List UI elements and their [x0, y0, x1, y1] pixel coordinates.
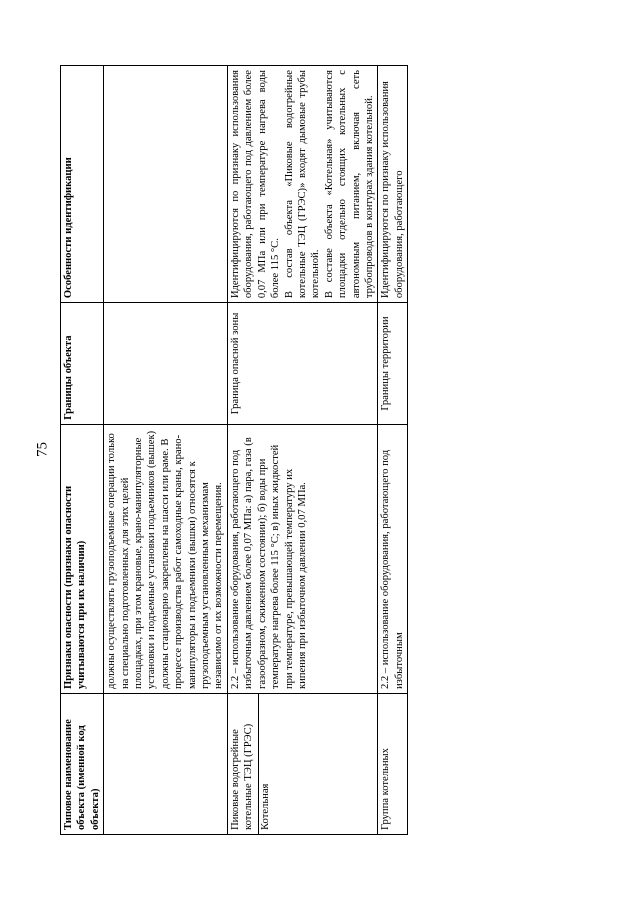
- row1-identification-features: [104, 66, 228, 303]
- row3-hazard-signs: 2.2 – использование оборудования, работающего под избыточным: [378, 424, 408, 693]
- row2-object-name-peak-boilers: Пиковые водогрейные котельные ТЭЦ (ГРЭС): [229, 723, 255, 830]
- table-row: [104, 66, 228, 835]
- page-number: 75: [34, 442, 51, 457]
- table-header-row: [61, 66, 104, 835]
- row2-object-name-cell: [227, 694, 377, 835]
- header-hazard-signs: Признаки опасности (признаки опасности учитываются при их наличии): [61, 424, 104, 693]
- row2-identification-features: [227, 66, 377, 303]
- row3-object-bounds: Границы территории: [378, 303, 408, 425]
- row2-feature-paragraph-2: В состав объекта «Пиковые водогрейные котельные ТЭЦ (ГРЭС)» входят дымовые трубы котельной.: [283, 70, 322, 299]
- identification-table: [60, 65, 408, 835]
- row2-object-bounds: Граница опасной зоны: [227, 303, 377, 425]
- header-object-name: Типовое наименование объекта (именной код объекта): [61, 694, 104, 835]
- table-row: [378, 66, 408, 835]
- table-rotator: [60, 65, 544, 835]
- row2-object-name-boiler: Котельная: [258, 694, 272, 834]
- table-row: [227, 66, 377, 835]
- row2-feature-paragraph-1: Идентифицируются по признаку использования оборудования, работающего под давлением более 0,07 МПа или при температуре нагрева воды более 115 °С.: [229, 70, 282, 299]
- row3-object-name: Группа котельных: [378, 694, 408, 835]
- row1-object-name: [104, 694, 228, 835]
- header-object-bounds: Границы объекта: [61, 303, 104, 425]
- row1-hazard-signs: должны осуществлять грузоподъемные операции только на специально подготовленных для этих целей площадках, при этом крановые, крано-манипуляторные установки и подъемные установки подъемников (вышек) должны стационарно закреплены на шасси или раме. В процессе производства работ самоходные краны, крано-манипуляторы и подъемники (вышки) относятся к грузоподъемным установленным механизмам независимо от их возможности перемещения.: [104, 424, 228, 693]
- header-identification-features: Особенности идентификации: [61, 66, 104, 303]
- row3-identification-features: Идентифицируются по признаку использования оборудования, работающего: [378, 66, 408, 303]
- row2-hazard-signs: 2.2 – использование оборудования, работающего под избыточным давлением более 0,07 МПа: а) пара, газа (в газообразном, сжиженном состоянии); б) воды при температуре нагрева более 115 °С; в) иных жидкостей при температуре, превышающей температуру их кипения при избыточном давлении 0,07 МПа.: [227, 424, 377, 693]
- row1-object-bounds: [104, 303, 228, 425]
- row2-feature-paragraph-3: В составе объекта «Котельная» учитываются площадки отдельно стоящих котельных с автономным питанием, включая сеть трубопроводов в контурах здания котельной.: [323, 70, 375, 299]
